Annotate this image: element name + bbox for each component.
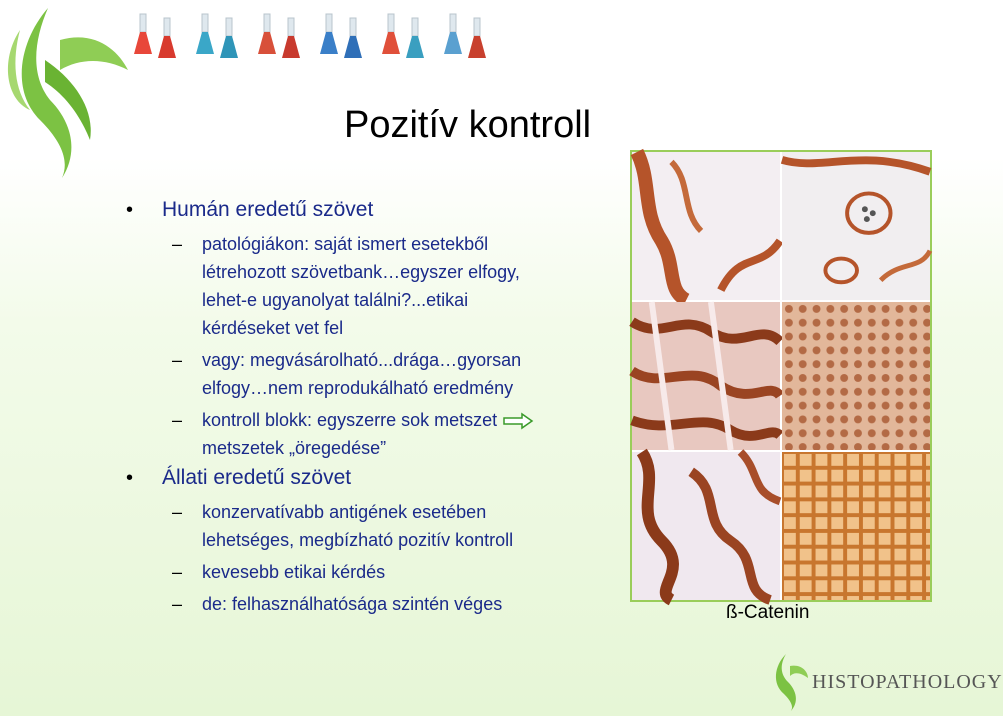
bullet-text: Állati eredetű szövet xyxy=(162,466,352,489)
histology-image-skin xyxy=(632,152,780,300)
sub-item: – kevesebb etikai kérdés xyxy=(172,562,386,582)
bullet-text: Humán eredetű szövet xyxy=(162,198,374,221)
histology-image-cells xyxy=(782,302,930,450)
flask-icon xyxy=(158,18,176,58)
flask-icon xyxy=(468,18,486,58)
brand-name: HISTOPATHOLOGY xyxy=(812,670,1003,693)
flask-row-icon xyxy=(128,8,528,64)
sub-item: – vagy: megvásárolható...drága…gyorsan elfogy…nem reprodukálható eredmény xyxy=(172,350,522,398)
flask-icon xyxy=(196,14,214,54)
flask-icon xyxy=(320,14,338,54)
slide-title: Pozitív kontroll xyxy=(344,104,592,146)
histology-image-vessel xyxy=(782,152,930,300)
sub-item: – konzervatívabb antigének esetében lehetséges, megbízható pozitív kontroll xyxy=(172,502,514,550)
flask-icon xyxy=(444,14,462,54)
right-arrow-icon xyxy=(503,413,533,429)
leaf-logo-icon xyxy=(0,0,130,180)
flask-icon xyxy=(406,18,424,58)
flask-icon xyxy=(258,14,276,54)
sub-item: – de: felhasználhatósága szintén véges xyxy=(172,594,503,614)
leaf-logo-icon xyxy=(768,652,808,712)
bullet-item: • Humán eredetű szövet xyxy=(126,198,374,221)
sub-item: – patológiákon: saját ismert esetekből létrehozott szövetbank…egyszer elfogy, lehet-e ugyanolyat találni?...etikai kérdéseket vet fel xyxy=(172,234,520,338)
flask-icon xyxy=(282,18,300,58)
sub-item: – kontroll blokk: egyszerre sok metszet metszetek „öregedése” xyxy=(120,406,620,462)
histology-image-colon xyxy=(632,452,780,600)
bullet-list xyxy=(120,196,620,618)
bullet-item: • Állati eredetű szövet xyxy=(126,466,352,489)
flask-icon xyxy=(344,18,362,58)
flask-icon xyxy=(134,14,152,54)
flask-icon xyxy=(382,14,400,54)
histopathology-brand xyxy=(768,652,1003,712)
flask-icon xyxy=(220,18,238,58)
histology-image-glands xyxy=(632,302,780,450)
histology-image-grid xyxy=(630,150,932,602)
image-caption: ß-Catenin xyxy=(726,602,810,623)
histology-image-membrane xyxy=(782,452,930,600)
